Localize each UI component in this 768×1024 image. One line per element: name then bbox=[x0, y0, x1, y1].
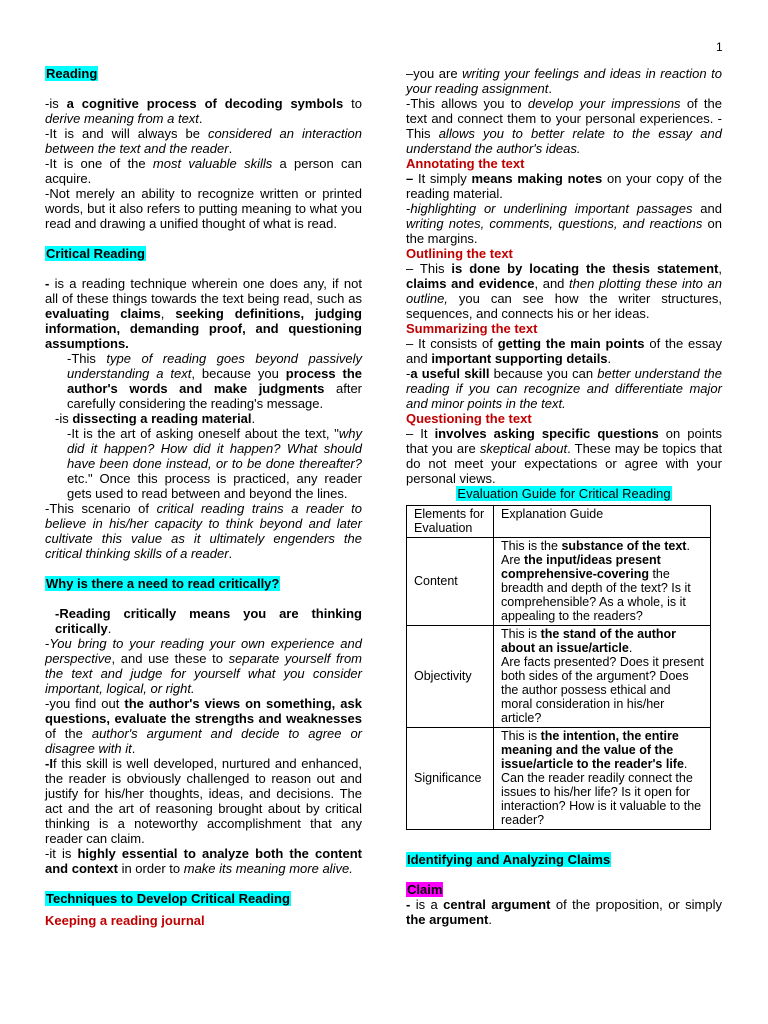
left-column bbox=[45, 66, 362, 928]
heading-critical-reading: Critical Reading bbox=[46, 246, 145, 261]
heading-questioning: Questioning the text bbox=[406, 411, 532, 426]
row-significance-explanation: This is the intention, the entire meaning and the value of the issue/article to the reader's life. Can the reader readily connect the issues to his/her life? Is it open for interaction? How is it valuable to the reader? bbox=[494, 728, 711, 830]
table-header-explanation: Explanation Guide bbox=[494, 506, 711, 538]
annotating-highlighting: -highlighting or underlining important passages and writing notes, comments, questions, and reactions on the margins. bbox=[406, 201, 723, 246]
critical-art: -It is the art of asking oneself about the text, "why did it happen? How did it happen? What should have been done instead, or to be done thereafter? etc." Once this process is practiced, any reader gets used to read between and beyond the lines. bbox=[67, 426, 362, 501]
summarizing-main-points: – It consists of getting the main points of the essay and important supporting details. bbox=[406, 336, 722, 366]
journal-impressions: -This allows you to develop your impressions of the text and connect them to your personal experiences. -This allows you to better relate to the essay and understand the author's ideas. bbox=[406, 96, 723, 156]
table-header-elements: Elements for Evaluation bbox=[407, 506, 494, 538]
heading-annotating: Annotating the text bbox=[406, 156, 525, 171]
heading-techniques: Techniques to Develop Critical Reading bbox=[46, 891, 290, 906]
reading-definition: -is a cognitive process of decoding symbols to derive meaning from a text. bbox=[45, 96, 362, 126]
page-number: 1 bbox=[716, 40, 723, 54]
guide-title-wrap bbox=[406, 486, 722, 501]
outlining-text: – This is done by locating the thesis statement, claims and evidence, and then plotting these into an outline, you can see how the writer structures, sequences, and connects his or her ideas. bbox=[406, 261, 722, 321]
journal-writing: –you are writing your feelings and ideas in reaction to your reading assignment. bbox=[406, 66, 722, 96]
table-header-row bbox=[407, 506, 711, 538]
heading-why-read-critically: Why is there a need to read critically? bbox=[46, 576, 280, 591]
why-thinking: -Reading critically means you are thinking critically. bbox=[55, 606, 362, 636]
why-skill: -If this skill is well developed, nurtured and enhanced, the reader is obviously challenged to reason out and justify for his/her thoughts, ideas, and decisions. The act and the art of reasoning brought about by critical thinking is a noteworthy accomplishment that any reader can claim. bbox=[45, 756, 362, 846]
critical-scenario: -This scenario of critical reading trains a reader to believe in his/her capacity to think beyond and later cultivate this value as it ultimately engenders the critical thinking skills of a reader. bbox=[45, 501, 363, 561]
row-label-objectivity: Objectivity bbox=[407, 626, 494, 728]
table-row bbox=[407, 626, 711, 728]
heading-reading: Reading bbox=[46, 66, 98, 81]
evaluation-guide-table bbox=[406, 505, 711, 830]
row-label-content: Content bbox=[407, 538, 494, 626]
summarizing-skill: -a useful skill because you can better understand the reading if you can recognize and differentiate major and minor points in the text. bbox=[406, 366, 722, 411]
critical-dissecting: -is dissecting a reading material. bbox=[55, 411, 256, 426]
why-content-context: -it is highly essential to analyze both the content and context in order to make its meaning more alive. bbox=[45, 846, 362, 876]
right-column bbox=[406, 66, 722, 927]
heading-outlining: Outlining the text bbox=[406, 246, 513, 261]
row-content-explanation: This is the substance of the text. Are the input/ideas present comprehensive-covering the breadth and depth of the text? Is it comprehensible? As a whole, is it appealing to the readers? bbox=[494, 538, 711, 626]
annotating-notes: – It simply means making notes on your copy of the reading material. bbox=[406, 171, 722, 201]
critical-definition: - is a reading technique wherein one does any, if not all of these things towards the text being read, such as evaluating claims, seeking definitions, judging information, demanding proof, and questioning assumptions. bbox=[45, 276, 362, 351]
questioning-text: – It involves asking specific questions on points that you are skeptical about. These may be topics that do not meet your expectations or agree with your personal views. bbox=[406, 426, 722, 486]
claim-definition: - is a central argument of the proposition, or simply the argument. bbox=[406, 897, 722, 927]
heading-claim: Claim bbox=[407, 882, 443, 897]
heading-reading-journal: Keeping a reading journal bbox=[45, 913, 205, 928]
reading-interaction: -It is and will always be considered an interaction between the text and the reader. bbox=[45, 126, 362, 156]
why-author-views: -you find out the author's views on something, ask questions, evaluate the strengths and weaknesses of the author's argument and decide to agree or disagree with it. bbox=[45, 696, 362, 756]
reading-meaning: -Not merely an ability to recognize written or printed words, but it also refers to putting meaning to what you read and drawing a unified thought of what is read. bbox=[45, 186, 362, 231]
row-label-significance: Significance bbox=[407, 728, 494, 830]
table-row bbox=[407, 538, 711, 626]
why-experience: -You bring to your reading your own experience and perspective, and use these to separate yourself from the text and judge for yourself what you consider important, logical, or right. bbox=[45, 636, 363, 696]
evaluation-guide-title: Evaluation Guide for Critical Reading bbox=[457, 486, 671, 501]
critical-beyond: -This type of reading goes beyond passively understanding a text, because you process the author's words and make judgments after carefully considering the reading's message. bbox=[67, 351, 363, 411]
table-row bbox=[407, 728, 711, 830]
reading-skill: -It is one of the most valuable skills a person can acquire. bbox=[45, 156, 362, 186]
heading-identifying-claims: Identifying and Analyzing Claims bbox=[407, 852, 611, 867]
row-objectivity-explanation: This is the stand of the author about an issue/article. Are facts presented? Does it present both sides of the argument? Does the author possess ethical and moral consideration in his/her article? bbox=[494, 626, 711, 728]
heading-summarizing: Summarizing the text bbox=[406, 321, 538, 336]
